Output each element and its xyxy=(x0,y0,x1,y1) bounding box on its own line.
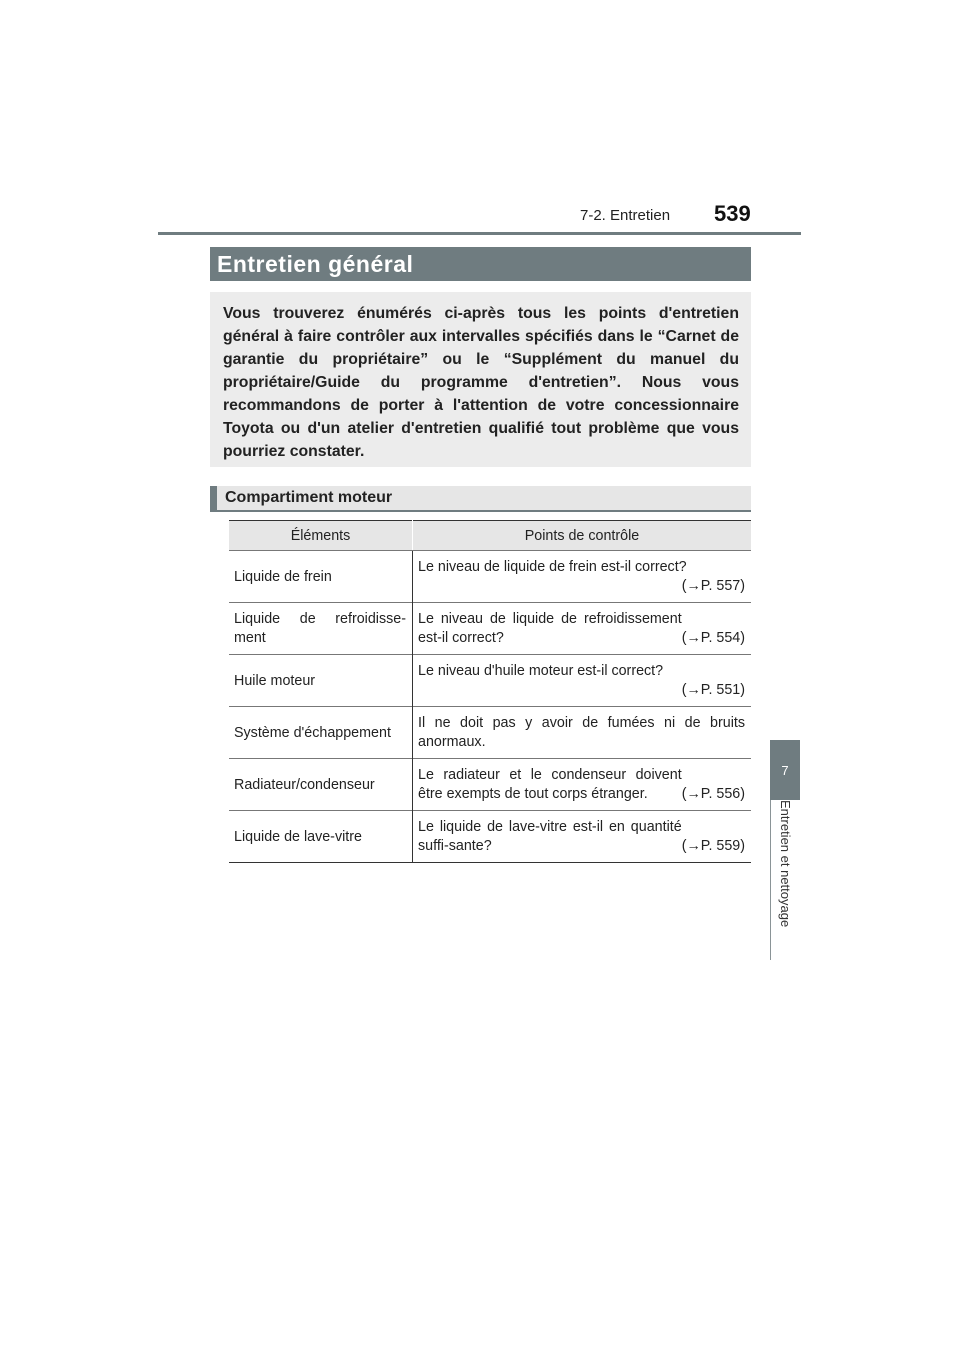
page-reference: (→P. 551) xyxy=(681,682,745,698)
check-text: Le niveau de liquide de refroidissement est-il correct? xyxy=(418,611,682,646)
column-header-items: Éléments xyxy=(229,521,413,551)
page-number: 539 xyxy=(714,201,751,226)
check-text: Le niveau d'huile moteur est-il correct? xyxy=(418,663,664,679)
check-cell xyxy=(413,655,752,707)
column-header-checks: Points de contrôle xyxy=(413,521,752,551)
check-cell xyxy=(413,707,752,759)
check-cell xyxy=(413,811,752,863)
check-text: Le niveau de liquide de frein est-il correct? xyxy=(418,559,687,575)
chapter-tab: 7 xyxy=(770,740,800,800)
page-reference: (→P. 556) xyxy=(681,786,745,802)
check-cell xyxy=(413,551,752,603)
check-cell xyxy=(413,759,752,811)
page-reference: (→P. 559) xyxy=(681,838,745,854)
page-reference: (→P. 554) xyxy=(681,630,745,646)
item-cell: Radiateur/condenseur xyxy=(229,759,413,811)
maintenance-table xyxy=(229,520,751,863)
item-cell: Liquide de frein xyxy=(229,551,413,603)
page-reference: (→P. 557) xyxy=(681,578,745,594)
check-text: Le liquide de lave-vitre est-il en quantité suffi-sante? xyxy=(418,819,682,854)
item-cell: Liquide de refroidisse-ment xyxy=(229,603,413,655)
item-cell: Système d'échappement xyxy=(229,707,413,759)
subsection-title: Compartiment moteur xyxy=(210,486,751,512)
item-cell: Liquide de lave-vitre xyxy=(229,811,413,863)
chapter-divider xyxy=(770,800,771,960)
table-row xyxy=(229,759,751,811)
table-header-row xyxy=(229,521,751,551)
check-text: Le radiateur et le condenseur doivent être exempts de tout corps étranger. xyxy=(418,767,682,802)
page-title: Entretien général xyxy=(210,247,751,281)
table-row xyxy=(229,707,751,759)
check-cell xyxy=(413,603,752,655)
intro-paragraph: Vous trouverez énumérés ci-après tous les points d'entretien général à faire contrôler aux intervalles spécifiés dans le “Carnet de garantie du propriétaire” ou le “Supplément du manuel du propriétaire/Guide du programme d'entretien”. Nous vous recommandons de porter à l'attention de votre concessionnaire Toyota ou d'un atelier d'entretien qualifié tout problème que vous pourriez constater. xyxy=(210,292,751,467)
chapter-title: Entretien et nettoyage xyxy=(778,800,793,928)
item-cell: Huile moteur xyxy=(229,655,413,707)
check-text: Il ne doit pas y avoir de fumées ni de bruits anormaux. xyxy=(418,715,745,750)
header-divider xyxy=(158,232,801,235)
table-row xyxy=(229,551,751,603)
table-row xyxy=(229,811,751,863)
table-row xyxy=(229,655,751,707)
table-row xyxy=(229,603,751,655)
section-header: 7-2. Entretien xyxy=(580,207,671,224)
